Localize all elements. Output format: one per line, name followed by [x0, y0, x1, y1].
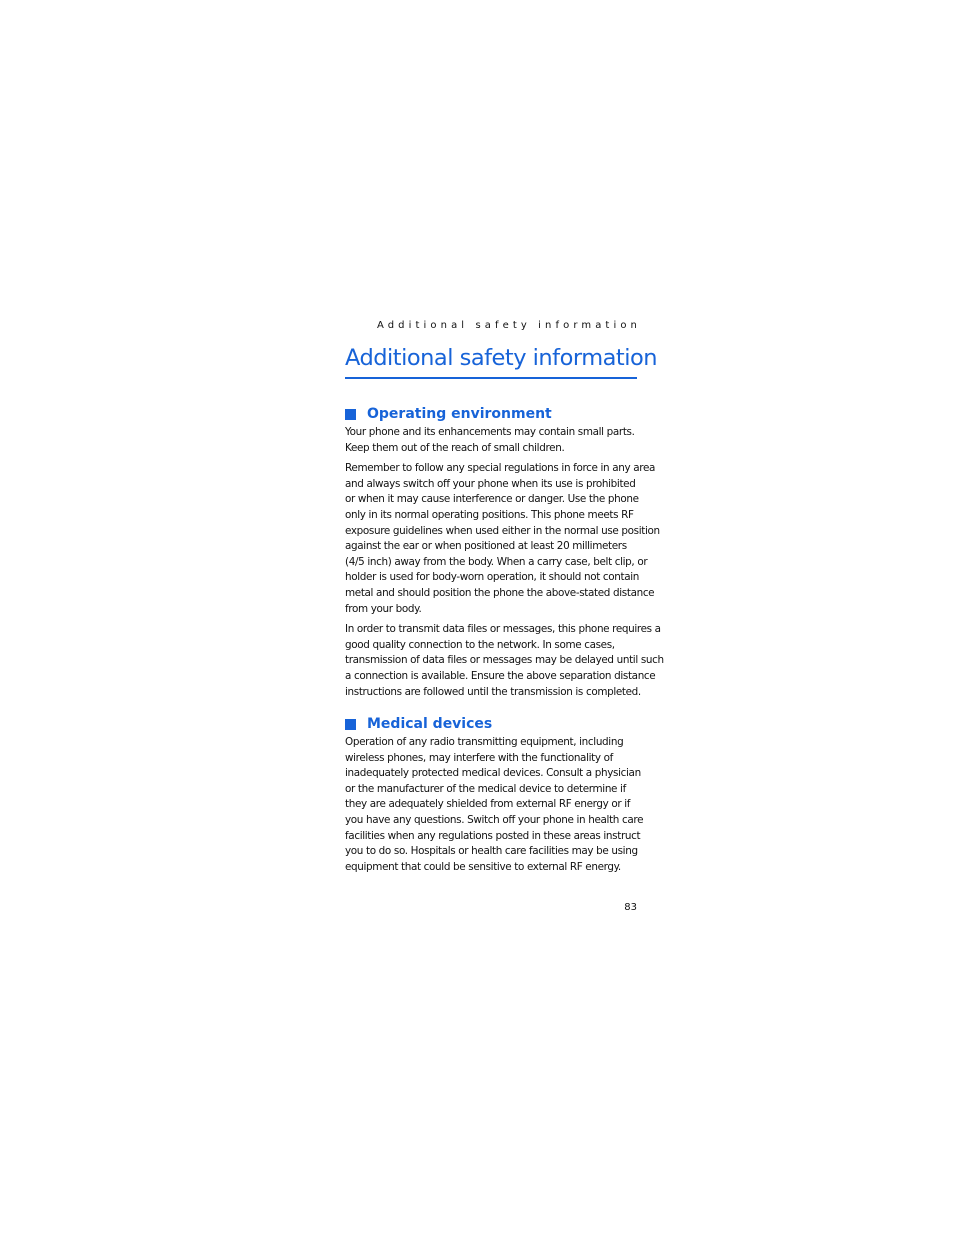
text-line: instructions are followed until the transmission is completed.	[345, 685, 641, 698]
text-line: exposure guidelines when used either in the normal use position	[345, 524, 660, 537]
text-line: or the manufacturer of the medical device to determine if	[345, 782, 626, 795]
text-line: Your phone and its enhancements may contain small parts.	[345, 426, 635, 438]
text-line: (4/5 inch) away from the body. When a carry case, belt clip, or	[345, 555, 648, 568]
text-line: good quality connection to the network. In some cases,	[345, 638, 615, 651]
text-line: facilities when any regulations posted in these areas instruct	[345, 829, 641, 842]
text-line: and always switch off your phone when its use is prohibited	[345, 477, 636, 490]
paragraph	[345, 425, 637, 456]
section-heading-label: Operating environment	[367, 406, 552, 422]
chapter-title: Additional safety information	[345, 343, 637, 379]
text-line: equipment that could be sensitive to external RF energy.	[345, 860, 621, 873]
text-line: they are adequately shielded from external RF energy or if	[345, 798, 631, 811]
text-line: wireless phones, may interfere with the functionality of	[345, 751, 613, 764]
text-line: transmission of data files or messages may be delayed until such	[345, 654, 664, 667]
text-line: only in its normal operating positions. This phone meets RF	[345, 508, 634, 521]
text-line: inadequately protected medical devices. Consult a physician	[345, 767, 641, 780]
text-line: from your body.	[345, 602, 422, 615]
section-heading-label: Medical devices	[367, 716, 493, 733]
section-heading-operating-environment	[345, 403, 637, 425]
square-bullet-icon	[345, 409, 356, 420]
text-line: metal and should position the phone the above-stated distance	[345, 586, 655, 599]
paragraph	[345, 735, 644, 875]
text-line: or when it may cause interference or danger. Use the phone	[345, 493, 639, 506]
text-line: Remember to follow any special regulations in force in any area	[345, 462, 656, 475]
paragraph	[345, 461, 660, 617]
paragraph	[345, 622, 664, 700]
text-line: you have any questions. Switch off your phone in health care	[345, 814, 644, 827]
text-line: holder is used for body-worn operation, it should not contain	[345, 571, 639, 584]
page-number: 83	[624, 902, 637, 914]
section-heading-medical-devices	[345, 713, 637, 735]
text-line: a connection is available. Ensure the above separation distance	[345, 669, 656, 682]
running-header: Additional safety information	[376, 320, 641, 331]
square-bullet-icon	[345, 719, 356, 730]
text-line: Keep them out of the reach of small children.	[345, 441, 565, 454]
text-line: you to do so. Hospitals or health care facilities may be using	[345, 845, 638, 858]
text-line: In order to transmit data files or messages, this phone requires a	[345, 623, 661, 636]
manual-page	[345, 318, 664, 915]
text-line: against the ear or when positioned at least 20 millimeters	[345, 540, 627, 553]
text-line: Operation of any radio transmitting equipment, including	[345, 736, 624, 749]
